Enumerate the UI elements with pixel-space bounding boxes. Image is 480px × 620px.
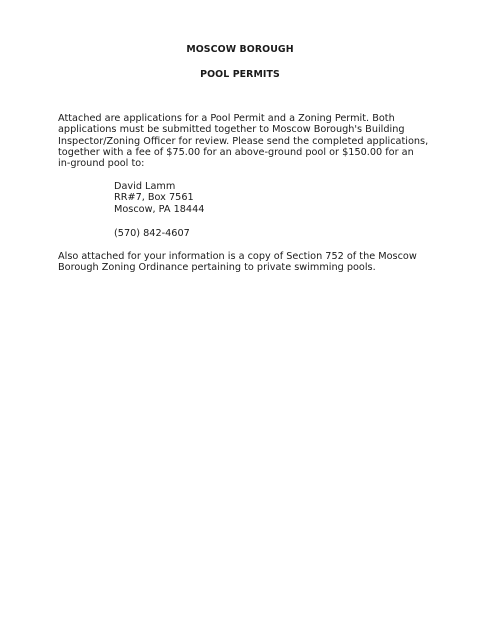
intro-line: applications must be submitted together to Moscow Borough's Building [58, 124, 405, 136]
address-name: David Lamm [114, 181, 176, 192]
document-title: MOSCOW BOROUGH [186, 44, 294, 55]
intro-line: in-ground pool to: [58, 158, 145, 170]
address-street: RR#7, Box 7561 [114, 192, 194, 204]
address-city: Moscow, PA 18444 [114, 203, 205, 215]
closing-paragraph [58, 251, 438, 274]
mailing-address [114, 181, 204, 215]
intro-paragraph [58, 113, 438, 169]
intro-line: together with a fee of $75.00 for an above-ground pool or $150.00 for an [58, 146, 414, 158]
phone-number: (570) 842-4607 [114, 228, 190, 239]
intro-line: Inspector/Zoning Officer for review. Please send the completed applications, [58, 135, 429, 147]
closing-line: Borough Zoning Ordinance pertaining to private swimming pools. [58, 262, 376, 274]
closing-line: Also attached for your information is a copy of Section 752 of the Moscow [58, 251, 417, 262]
intro-line: Attached are applications for a Pool Permit and a Zoning Permit. Both [58, 113, 395, 124]
document-subtitle: POOL PERMITS [200, 69, 280, 80]
